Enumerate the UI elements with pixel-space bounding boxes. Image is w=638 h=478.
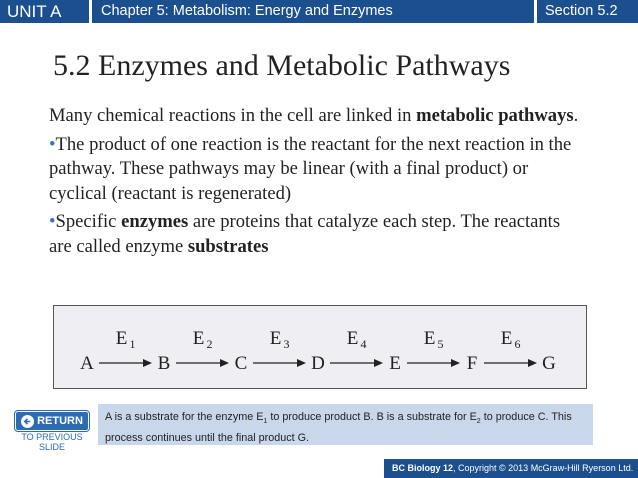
- substance-d: D: [311, 353, 325, 374]
- arrow-head-icon: [143, 359, 152, 367]
- enzyme-subscript: 1: [129, 337, 136, 351]
- bullet-enzymes: •Specific enzymes are proteins that catalyze each step. The reactants are called enzyme substrates: [49, 211, 561, 257]
- chapter-label: Chapter 5: Metabolism: Energy and Enzymes: [101, 3, 393, 19]
- enzyme-subscript: 6: [514, 337, 521, 351]
- bullet-icon: •: [49, 211, 56, 232]
- paragraph-intro: Many chemical reactions in the cell are linked in metabolic pathways.: [49, 105, 579, 126]
- enzyme-label: E: [346, 328, 359, 349]
- return-button-label: RETURN: [37, 415, 83, 427]
- substance-a: A: [80, 353, 94, 374]
- substance-c: C: [234, 353, 248, 374]
- arrow-head-icon: [451, 359, 460, 367]
- enzyme-label: E: [269, 328, 282, 349]
- substance-f: F: [466, 353, 478, 374]
- enzyme-label: E: [115, 328, 128, 349]
- arrow-head-icon: [528, 359, 537, 367]
- term-enzymes: enzymes: [121, 211, 189, 232]
- substance-e: E: [389, 353, 401, 374]
- explanation-note: A is a substrate for the enzyme $E_1$ to produce product B. B is a substrate for $E_2$ to produce C. This process continues until the final product G.: [98, 404, 593, 445]
- enzyme-label: E: [423, 328, 436, 349]
- return-caption: TO PREVIOUS SLIDE: [21, 432, 83, 452]
- slide-title: 5.2 Enzymes and Metabolic Pathways: [53, 49, 511, 82]
- arrow-head-icon: [220, 359, 229, 367]
- enzyme-label: E: [500, 328, 513, 349]
- unit-label: UNIT A: [0, 0, 92, 23]
- enzyme-subscript: 2: [206, 337, 213, 351]
- substance-b: B: [157, 353, 171, 374]
- term-substrates: substrates: [187, 235, 269, 257]
- arrow-head-icon: [374, 359, 383, 367]
- enzyme-subscript: 3: [283, 337, 290, 351]
- substance-g: G: [542, 353, 556, 374]
- term-metabolic-pathways: metabolic pathways: [416, 105, 574, 126]
- enzyme-subscript: 4: [360, 337, 367, 351]
- header-bar: [0, 0, 638, 23]
- slide-body: [49, 104, 579, 263]
- bullet-product-reactant: •The product of one reaction is the reactant for the next reaction in the pathway. These pathways may be linear (with a final product) or cyclical (reactant is regenerated): [49, 133, 572, 204]
- bullet-icon: •: [49, 133, 56, 155]
- section-label: Section 5.2: [534, 0, 638, 23]
- pathway-diagram: [53, 305, 587, 389]
- enzyme-label: E: [192, 328, 205, 349]
- return-arrow-icon: [21, 415, 34, 428]
- copyright-footer: BC Biology 12, Copyright © 2013 McGraw-Hill Ryerson Ltd.: [384, 459, 638, 478]
- pathway-svg: [54, 306, 588, 390]
- enzyme-subscript: 5: [437, 337, 444, 351]
- arrow-head-icon: [297, 359, 306, 367]
- return-button[interactable]: [15, 411, 89, 431]
